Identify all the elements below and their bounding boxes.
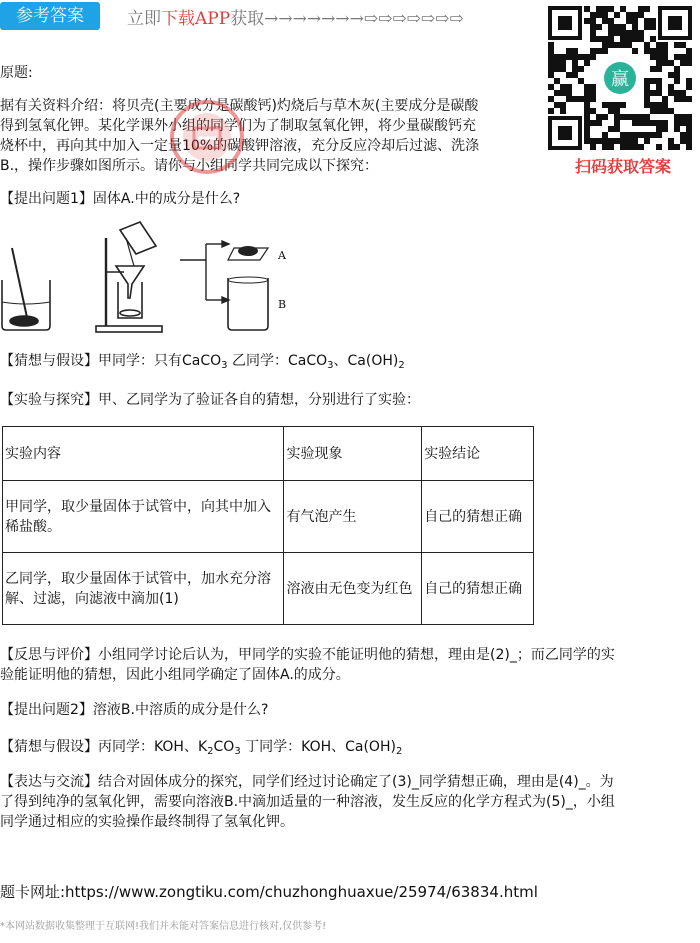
qr-module bbox=[602, 138, 608, 144]
qr-module bbox=[680, 138, 686, 144]
qr-module bbox=[590, 90, 596, 96]
qr-module bbox=[620, 102, 626, 108]
qr-module bbox=[590, 24, 596, 30]
qr-module bbox=[584, 60, 590, 66]
qr-module bbox=[578, 54, 584, 60]
qr-module bbox=[620, 30, 626, 36]
intro-paragraph bbox=[0, 96, 548, 176]
qr-module bbox=[590, 36, 596, 42]
expression-line: 同学通过相应的实验操作最终制得了氢氧化钾。 bbox=[0, 814, 294, 830]
qr-module bbox=[548, 72, 554, 78]
qr-module bbox=[548, 60, 554, 66]
qr-module bbox=[686, 78, 692, 84]
qr-module bbox=[686, 54, 692, 60]
qr-module bbox=[650, 24, 656, 30]
qr-module bbox=[590, 18, 596, 24]
qr-module bbox=[632, 144, 638, 150]
qr-code-image bbox=[548, 6, 692, 150]
qr-module bbox=[554, 102, 560, 108]
qr-module bbox=[674, 54, 680, 60]
expression-paragraph bbox=[0, 772, 700, 832]
qr-module bbox=[548, 96, 554, 102]
qr-module bbox=[632, 48, 638, 54]
qr-module bbox=[644, 102, 650, 108]
subscript: 3 bbox=[327, 360, 334, 371]
qr-module bbox=[644, 42, 650, 48]
qr-module bbox=[596, 12, 602, 18]
qr-module bbox=[554, 60, 560, 66]
qr-module bbox=[584, 6, 590, 12]
qr-module bbox=[548, 84, 554, 90]
qr-module bbox=[590, 48, 596, 54]
table-header: 实验内容 bbox=[3, 427, 284, 481]
qr-module bbox=[638, 12, 644, 18]
hypothesis-text: 【猜想与假设】甲同学：只有CaCO bbox=[0, 353, 222, 369]
qr-module bbox=[656, 42, 662, 48]
qr-module bbox=[590, 120, 596, 126]
qr-module bbox=[572, 72, 578, 78]
qr-module bbox=[686, 114, 692, 120]
qr-module bbox=[668, 84, 674, 90]
qr-module bbox=[614, 120, 620, 126]
qr-module bbox=[644, 132, 650, 138]
qr-module bbox=[608, 6, 614, 12]
qr-module bbox=[662, 102, 668, 108]
qr-module bbox=[560, 102, 566, 108]
qr-module bbox=[620, 114, 626, 120]
qr-module bbox=[614, 24, 620, 30]
problem-1: 【提出问题1】固体A.中的成分是什么? bbox=[0, 191, 241, 207]
qr-module bbox=[620, 36, 626, 42]
qr-module bbox=[644, 114, 650, 120]
qr-module bbox=[620, 132, 626, 138]
qr-module bbox=[602, 144, 608, 150]
qr-module bbox=[638, 30, 644, 36]
qr-module bbox=[608, 126, 614, 132]
problem-2: 【提出问题2】溶液B.中溶质的成分是什么? bbox=[0, 702, 269, 718]
qr-module bbox=[620, 144, 626, 150]
qr-module bbox=[674, 90, 680, 96]
beaker-stirring-icon bbox=[2, 248, 50, 330]
qr-module bbox=[602, 18, 608, 24]
qr-module bbox=[608, 108, 614, 114]
qr-module bbox=[632, 24, 638, 30]
promo-arrows: →→→→→→→⇨⇨⇨⇨⇨⇨⇨ bbox=[264, 9, 464, 29]
qr-module bbox=[572, 66, 578, 72]
intro-line: 烧杯中，再向其中加入一定量10%的碳酸钾溶液，充分反应冷却后过滤、洗涤 bbox=[0, 138, 480, 154]
qr-module bbox=[590, 12, 596, 18]
qr-module bbox=[662, 54, 668, 60]
qr-module bbox=[638, 6, 644, 12]
qr-module bbox=[560, 54, 566, 60]
qr-module bbox=[608, 30, 614, 36]
qr-module bbox=[584, 96, 590, 102]
qr-module bbox=[566, 96, 572, 102]
label-b: B bbox=[278, 298, 287, 311]
qr-module bbox=[566, 90, 572, 96]
qr-module bbox=[686, 96, 692, 102]
qr-module bbox=[554, 78, 560, 84]
qr-module bbox=[668, 60, 674, 66]
qr-module bbox=[656, 90, 662, 96]
qr-module bbox=[644, 90, 650, 96]
qr-module bbox=[626, 138, 632, 144]
qr-module bbox=[680, 132, 686, 138]
qr-module bbox=[650, 18, 656, 24]
qr-module bbox=[626, 18, 632, 24]
qr-module bbox=[614, 126, 620, 132]
qr-module bbox=[560, 66, 566, 72]
qr-module bbox=[602, 12, 608, 18]
qr-module bbox=[626, 144, 632, 150]
qr-module bbox=[626, 12, 632, 18]
qr-module bbox=[572, 48, 578, 54]
qr-module bbox=[662, 48, 668, 54]
table-cell: 自己的猜想正确 bbox=[422, 553, 534, 625]
qr-module bbox=[560, 108, 566, 114]
qr-module bbox=[596, 120, 602, 126]
subscript: 2 bbox=[398, 360, 405, 371]
qr-module bbox=[596, 24, 602, 30]
qr-module bbox=[656, 144, 662, 150]
subscript: 3 bbox=[221, 360, 228, 371]
qr-module bbox=[596, 48, 602, 54]
table-cell: 甲同学，取少量固体于试管中，向其中加入稀盐酸。 bbox=[3, 481, 284, 553]
experiment-intro: 【实验与探究】甲、乙同学为了验证各自的猜想，分别进行了实验： bbox=[0, 392, 420, 408]
qr-module bbox=[638, 120, 644, 126]
qr-module bbox=[548, 42, 554, 48]
qr-module bbox=[656, 108, 662, 114]
qr-module bbox=[554, 54, 560, 60]
qr-module bbox=[656, 102, 662, 108]
qr-module bbox=[608, 42, 614, 48]
qr-module bbox=[584, 102, 590, 108]
qr-module bbox=[554, 66, 560, 72]
qr-module bbox=[674, 42, 680, 48]
qr-module bbox=[656, 78, 662, 84]
table-cell: 溶液由无色变为红色 bbox=[284, 553, 422, 625]
qr-module bbox=[626, 114, 632, 120]
question-url-link[interactable]: 题卡网址:https://www.zongtiku.com/chuzhonghuaxue/25974/63834.html bbox=[0, 883, 538, 901]
qr-module bbox=[590, 108, 596, 114]
qr-module bbox=[644, 78, 650, 84]
qr-module bbox=[608, 102, 614, 108]
qr-module bbox=[680, 54, 686, 60]
qr-module bbox=[656, 48, 662, 54]
qr-module bbox=[632, 30, 638, 36]
table-cell: 乙同学，取少量固体于试管中，加水充分溶解、过滤，向滤液中滴加(1) bbox=[3, 553, 284, 625]
qr-module bbox=[566, 84, 572, 90]
qr-module bbox=[584, 84, 590, 90]
reflection-line: 【反思与评价】小组同学讨论后认为，甲同学的实验不能证明他的猜想，理由是(2)_；而乙同学的实 bbox=[0, 647, 615, 663]
download-app-promo[interactable] bbox=[127, 4, 464, 29]
qr-module bbox=[578, 96, 584, 102]
qr-module bbox=[668, 138, 674, 144]
qr-module bbox=[680, 42, 686, 48]
qr-module bbox=[662, 60, 668, 66]
qr-module bbox=[638, 144, 644, 150]
qr-module bbox=[602, 132, 608, 138]
qr-module bbox=[650, 66, 656, 72]
qr-module bbox=[626, 30, 632, 36]
qr-module bbox=[626, 42, 632, 48]
reflection-line: 验能证明他的猜想，因此小组同学确定了固体A.的成分。 bbox=[0, 667, 350, 683]
qr-module bbox=[572, 60, 578, 66]
qr-caption: 扫码获取答案 bbox=[574, 157, 671, 176]
qr-module bbox=[638, 36, 644, 42]
qr-module bbox=[674, 96, 680, 102]
expression-line: 【表达与交流】结合对固体成分的探究，同学们经过讨论确定了(3)_同学猜想正确，理由是(4)_。为 bbox=[0, 774, 614, 790]
table-row bbox=[3, 553, 534, 625]
qr-module bbox=[686, 84, 692, 90]
qr-module bbox=[656, 126, 662, 132]
qr-module bbox=[572, 54, 578, 60]
qr-module bbox=[644, 138, 650, 144]
qr-module bbox=[596, 138, 602, 144]
qr-module bbox=[578, 78, 584, 84]
qr-module bbox=[644, 84, 650, 90]
qr-module bbox=[572, 96, 578, 102]
qr-module bbox=[584, 108, 590, 114]
qr-module bbox=[644, 24, 650, 30]
qr-module bbox=[668, 144, 674, 150]
hypothesis-2 bbox=[0, 736, 402, 757]
qr-module bbox=[602, 102, 608, 108]
qr-module bbox=[590, 30, 596, 36]
qr-module bbox=[590, 84, 596, 90]
qr-module bbox=[608, 18, 614, 24]
hypothesis-text: 、Ca(OH) bbox=[333, 353, 399, 369]
hypothesis-text: 【猜想与假设】丙同学：KOH、K bbox=[0, 739, 208, 755]
qr-module bbox=[650, 90, 656, 96]
qr-module bbox=[650, 132, 656, 138]
qr-module bbox=[650, 120, 656, 126]
qr-module bbox=[686, 132, 692, 138]
qr-module bbox=[620, 138, 626, 144]
qr-module bbox=[650, 78, 656, 84]
qr-module bbox=[596, 6, 602, 12]
qr-module bbox=[602, 6, 608, 12]
qr-module bbox=[662, 108, 668, 114]
qr-module bbox=[584, 120, 590, 126]
qr-module bbox=[656, 66, 662, 72]
qr-module bbox=[686, 48, 692, 54]
qr-module bbox=[686, 138, 692, 144]
qr-module bbox=[662, 96, 668, 102]
intro-line: 据有关资料介绍：将贝壳(主要成分是碳酸钙)灼烧后与草木灰(主要成分是碳酸 bbox=[0, 98, 479, 114]
qr-module bbox=[662, 126, 668, 132]
qr-module bbox=[566, 72, 572, 78]
solid-a-icon bbox=[228, 246, 268, 260]
qr-module bbox=[674, 78, 680, 84]
qr-module bbox=[584, 18, 590, 24]
qr-module bbox=[548, 66, 554, 72]
qr-code[interactable] bbox=[548, 6, 692, 150]
qr-module bbox=[608, 24, 614, 30]
qr-module bbox=[554, 90, 560, 96]
qr-module bbox=[608, 138, 614, 144]
qr-module bbox=[596, 114, 602, 120]
qr-module bbox=[650, 48, 656, 54]
question-heading: 原题: bbox=[0, 65, 33, 81]
hypothesis-text: CO bbox=[213, 739, 235, 755]
qr-module bbox=[590, 54, 596, 60]
table-header: 实验结论 bbox=[422, 427, 534, 481]
subscript: 2 bbox=[207, 746, 214, 757]
expression-line: 了得到纯净的氢氧化钾，需要向溶液B.中滴加适量的一种溶液，发生反应的化学方程式为(5)_，小组 bbox=[0, 794, 615, 810]
qr-module bbox=[560, 60, 566, 66]
intro-line: 得到氢氧化钾。某化学课外小组的同学们为了制取氢氧化钾，将少量碳酸钙充 bbox=[0, 118, 476, 134]
qr-module bbox=[590, 138, 596, 144]
qr-module bbox=[602, 114, 608, 120]
qr-module bbox=[620, 24, 626, 30]
qr-module bbox=[626, 132, 632, 138]
qr-module bbox=[644, 18, 650, 24]
qr-module bbox=[656, 132, 662, 138]
table-header: 实验现象 bbox=[284, 427, 422, 481]
qr-module bbox=[662, 42, 668, 48]
qr-module bbox=[614, 114, 620, 120]
qr-module bbox=[614, 138, 620, 144]
filtration-stand-icon bbox=[96, 222, 162, 332]
qr-module bbox=[686, 144, 692, 150]
qr-module bbox=[680, 96, 686, 102]
qr-module bbox=[650, 36, 656, 42]
qr-module bbox=[656, 120, 662, 126]
qr-module bbox=[584, 132, 590, 138]
qr-module bbox=[632, 132, 638, 138]
beaker-b-icon bbox=[228, 277, 268, 330]
qr-module bbox=[614, 108, 620, 114]
qr-module bbox=[656, 84, 662, 90]
qr-module bbox=[668, 90, 674, 96]
qr-module bbox=[584, 90, 590, 96]
qr-module bbox=[632, 120, 638, 126]
promo-prefix: 立即 bbox=[127, 9, 161, 29]
qr-module bbox=[602, 48, 608, 54]
qr-module bbox=[614, 102, 620, 108]
qr-module bbox=[638, 132, 644, 138]
qr-module bbox=[674, 114, 680, 120]
qr-module bbox=[602, 36, 608, 42]
qr-module bbox=[674, 120, 680, 126]
qr-logo-glyph: 赢 bbox=[611, 69, 629, 90]
qr-module bbox=[644, 48, 650, 54]
table-cell: 有气泡产生 bbox=[284, 481, 422, 553]
qr-module bbox=[662, 120, 668, 126]
qr-module bbox=[668, 72, 674, 78]
qr-module bbox=[608, 36, 614, 42]
top-banner bbox=[0, 0, 540, 32]
reflection-paragraph bbox=[0, 645, 700, 685]
qr-module bbox=[650, 102, 656, 108]
promo-suffix: 获取 bbox=[230, 9, 265, 29]
qr-module bbox=[686, 126, 692, 132]
qr-module bbox=[608, 144, 614, 150]
qr-module bbox=[626, 36, 632, 42]
qr-module bbox=[632, 36, 638, 42]
qr-module bbox=[620, 6, 626, 12]
qr-module bbox=[584, 138, 590, 144]
table-header-row bbox=[3, 427, 534, 481]
hypothesis-1 bbox=[0, 350, 405, 371]
qr-module bbox=[674, 66, 680, 72]
qr-module bbox=[560, 90, 566, 96]
qr-module bbox=[680, 90, 686, 96]
disclaimer-text: *本网站数据收集整理于互联网!我们并未能对答案信息进行核对,仅供参考! bbox=[0, 921, 327, 932]
table-cell: 自己的猜想正确 bbox=[422, 481, 534, 553]
qr-module bbox=[620, 42, 626, 48]
qr-module bbox=[584, 126, 590, 132]
qr-module bbox=[656, 54, 662, 60]
qr-module bbox=[590, 144, 596, 150]
promo-download-link[interactable]: 下载APP bbox=[161, 9, 231, 29]
qr-module bbox=[566, 54, 572, 60]
watermark-stamp-icon bbox=[168, 98, 246, 176]
qr-module bbox=[686, 120, 692, 126]
qr-module bbox=[656, 60, 662, 66]
qr-module bbox=[632, 12, 638, 18]
apparatus-diagram bbox=[0, 218, 320, 336]
qr-module bbox=[578, 66, 584, 72]
hypothesis-text: 乙同学：CaCO bbox=[227, 353, 328, 369]
qr-module bbox=[650, 108, 656, 114]
qr-module bbox=[632, 18, 638, 24]
qr-module bbox=[674, 126, 680, 132]
subscript: 3 bbox=[234, 746, 241, 757]
hypothesis-text: 丁同学：KOH、Ca(OH) bbox=[240, 739, 396, 755]
qr-module bbox=[590, 96, 596, 102]
qr-module bbox=[596, 36, 602, 42]
qr-module bbox=[566, 48, 572, 54]
intro-line: B.，操作步骤如图所示。请你与小组同学共同完成以下探究： bbox=[0, 158, 379, 174]
qr-module bbox=[548, 54, 554, 60]
qr-module bbox=[686, 60, 692, 66]
qr-module bbox=[674, 72, 680, 78]
qr-module bbox=[632, 114, 638, 120]
experiment-table bbox=[2, 426, 534, 625]
qr-module bbox=[638, 114, 644, 120]
reference-answer-button[interactable]: 参考答案 bbox=[0, 2, 100, 30]
qr-module bbox=[602, 42, 608, 48]
qr-module bbox=[614, 42, 620, 48]
qr-module bbox=[680, 120, 686, 126]
qr-module bbox=[548, 48, 554, 54]
label-a: A bbox=[278, 249, 286, 262]
qr-module bbox=[644, 120, 650, 126]
qr-module bbox=[614, 30, 620, 36]
qr-module bbox=[632, 138, 638, 144]
subscript: 2 bbox=[395, 746, 403, 757]
qr-module bbox=[614, 12, 620, 18]
qr-module bbox=[674, 144, 680, 150]
qr-module bbox=[560, 84, 566, 90]
qr-module bbox=[680, 60, 686, 66]
qr-module bbox=[584, 54, 590, 60]
qr-module bbox=[650, 54, 656, 60]
qr-module bbox=[584, 114, 590, 120]
qr-module bbox=[644, 6, 650, 12]
table-row bbox=[3, 481, 534, 553]
qr-module bbox=[668, 108, 674, 114]
qr-module bbox=[680, 114, 686, 120]
qr-module bbox=[548, 108, 554, 114]
qr-module bbox=[644, 96, 650, 102]
